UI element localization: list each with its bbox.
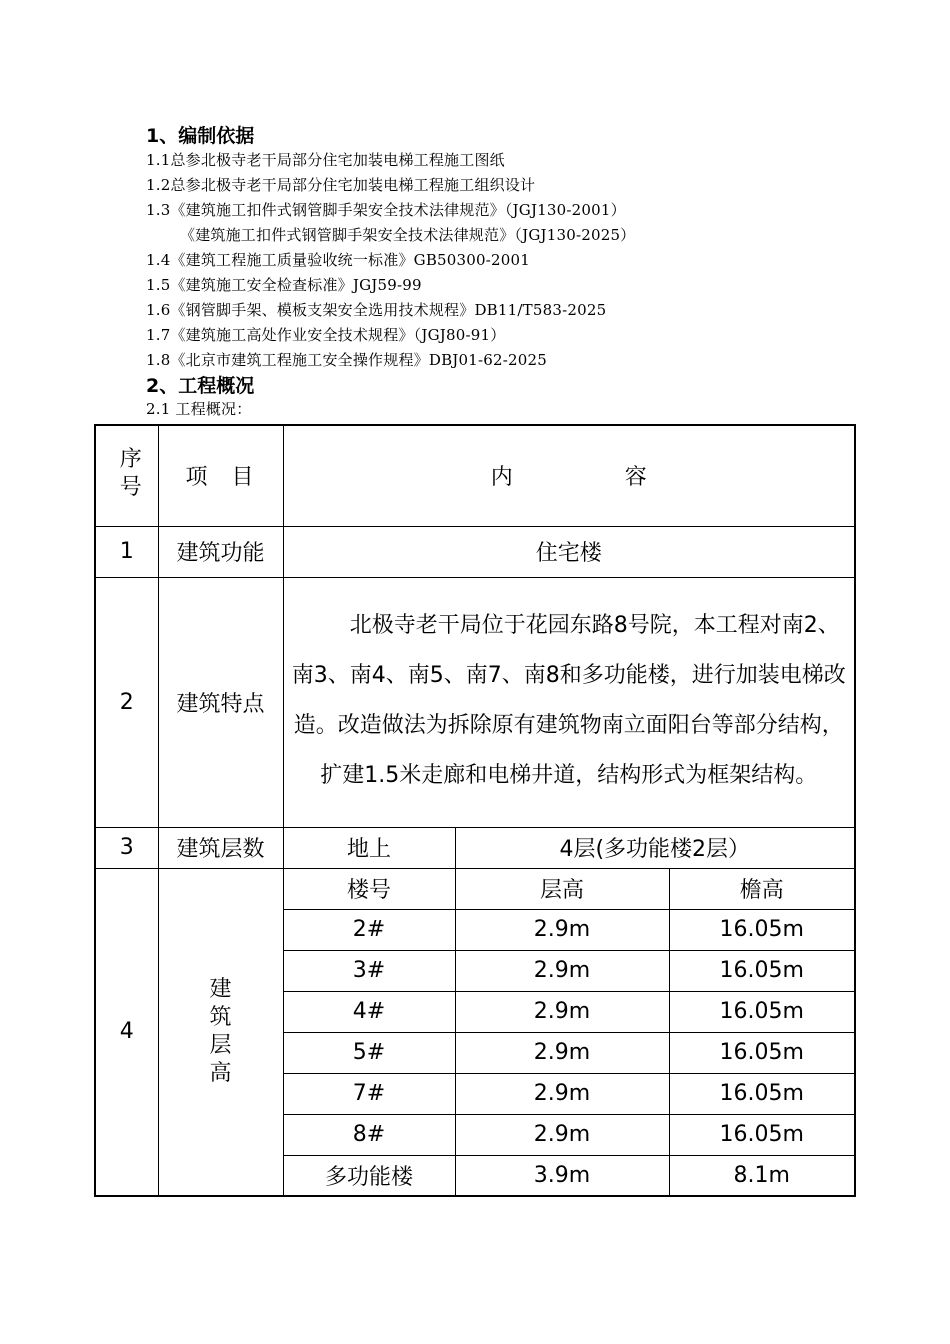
row-item-vertical-label: 建筑层高 [209,976,232,1086]
floor-height: 2.9m [455,991,669,1032]
building-no: 多功能楼 [283,1155,455,1196]
subsection-label: 2.1 工程概况： [146,400,252,418]
building-features-text: 北极寺老干局位于花园东路8号院，本工程对南2、南3、南4、南5、南7、南8和多功能楼，进行加装电梯改造。改造做法为拆除原有建筑物南立面阳台等部分结构，扩建1.5米走廊和电梯井道，结构形式为框架结构。 [291,613,846,788]
col-header-eave-height: 檐高 [669,868,855,909]
header-seq [95,425,158,526]
reference-item: 1.6《钢管脚手架、模板支架安全选用技术规程》DB11/T583-2025 [146,301,607,319]
section-heading-overview: 2、工程概况 [146,375,255,397]
reference-item: 1.1总参北极寺老干局部分住宅加装电梯工程施工图纸 [146,151,505,169]
reference-item: 1.7《建筑施工高处作业安全技术规程》（JGJ80-91） [146,326,506,344]
eave-height: 16.05m [669,1073,855,1114]
header-item [158,425,283,526]
col-header-building: 楼号 [283,868,455,909]
building-no: 2# [283,909,455,950]
floors-value: 4层(多功能楼2层） [455,827,855,868]
eave-height: 16.05m [669,991,855,1032]
project-overview-table [94,424,856,1197]
row-item: 建筑层数 [158,827,283,868]
building-no: 8# [283,1114,455,1155]
eave-height: 16.05m [669,909,855,950]
reference-item: 《建筑施工扣件式钢管脚手架安全技术法律规范》（JGJ130-2025） [180,226,636,244]
row-seq: 2 [95,577,158,827]
floors-label: 地上 [283,827,455,868]
header-seq-label: 序号 [119,446,142,500]
eave-height: 16.05m [669,950,855,991]
table-row [95,577,855,827]
header-item-label-a: 项 [185,465,210,491]
row-content: 住宅楼 [283,526,855,577]
row-item [158,868,283,1196]
floor-height: 2.9m [455,1032,669,1073]
row-item: 建筑功能 [158,526,283,577]
reference-item: 1.2总参北极寺老干局部分住宅加装电梯工程施工组织设计 [146,176,536,194]
table-row [95,526,855,577]
floor-height: 2.9m [455,1114,669,1155]
floor-height: 2.9m [455,909,669,950]
floor-height: 2.9m [455,1073,669,1114]
row-seq: 1 [95,526,158,577]
row-content-paragraph [283,577,855,827]
reference-item: 1.4《建筑工程施工质量验收统一标准》GB50300-2001 [146,251,531,269]
row-item: 建筑特点 [158,577,283,827]
reference-item: 1.3《建筑施工扣件式钢管脚手架安全技术法律规范》（JGJ130-2001） [146,201,626,219]
reference-item: 1.5《建筑施工安全检查标准》JGJ59-99 [146,276,422,294]
header-content [283,425,855,526]
row-seq: 4 [95,868,158,1196]
header-content-label-b: 容 [624,465,647,491]
header-item-label-b: 目 [231,465,256,491]
table-header-row [95,425,855,526]
building-no: 7# [283,1073,455,1114]
row-seq: 3 [95,827,158,868]
eave-height: 16.05m [669,1114,855,1155]
header-content-label-a: 内 [490,465,513,491]
floor-height: 3.9m [455,1155,669,1196]
table-row [95,827,855,868]
col-header-floor-height: 层高 [455,868,669,909]
table-row [95,868,855,909]
building-no: 5# [283,1032,455,1073]
floor-height: 2.9m [455,950,669,991]
building-no: 4# [283,991,455,1032]
section-heading-basis: 1、编制依据 [146,125,255,147]
eave-height: 8.1m [669,1155,855,1196]
reference-item: 1.8《北京市建筑工程施工安全操作规程》DBJ01-62-2025 [146,351,548,369]
building-no: 3# [283,950,455,991]
eave-height: 16.05m [669,1032,855,1073]
